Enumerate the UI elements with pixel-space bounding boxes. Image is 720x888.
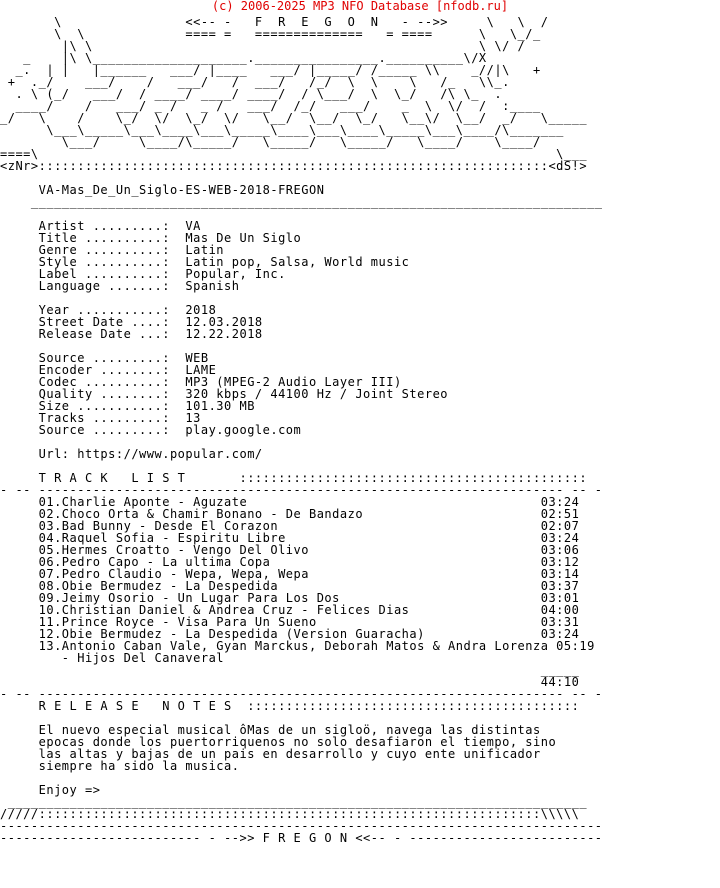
nfo-line: Title ..........: Mas De Un Siglo bbox=[0, 231, 302, 245]
nfo-line: las altas y bajas de un pais en desarrollo y cuyo ente unificador bbox=[0, 747, 541, 761]
nfo-line: 01.Charlie Aponte - Aguzate 03:24 bbox=[0, 495, 580, 509]
nfo-line: Release Date ...: 12.22.2018 bbox=[0, 327, 263, 341]
nfo-line: Size ...........: 101.30 MB bbox=[0, 399, 255, 413]
nfo-line: 02.Choco Orta & Chamir Bonano - De Bandazo 02:51 bbox=[0, 507, 580, 521]
nfo-line: - Hijos Del Canaveral bbox=[0, 651, 225, 665]
nfo-line: __________________________________________________________________________ bbox=[0, 195, 603, 209]
nfo-line: <zNr>::::::::::::::::::::::::::::::::::::::::::::::::::::::::::::::::::<dS!> bbox=[0, 159, 588, 173]
nfo-line: _/ \ / \_/ \/ \_/ \/ \__/ \__/ \_/ \__\/ \__/ _/ \_____ bbox=[0, 111, 588, 125]
nfo-line: T R A C K L I S T ::::::::::::::::::::::::::::::::::::::::::::: bbox=[0, 471, 588, 485]
nfo-line: _. | | |______ ___/ |____ ___/ |_____/ /_____ \\ _//|\ + bbox=[0, 63, 541, 77]
nfo-line: - -- -------------------------------------------------------------------- -- - bbox=[0, 483, 603, 497]
nfo-line: Url: https://www.popular.com/ bbox=[0, 447, 263, 461]
nfo-line: 44:10 bbox=[0, 675, 580, 689]
nfo-line: Genre ..........: Latin bbox=[0, 243, 225, 257]
nfo-line: Source .........: WEB bbox=[0, 351, 209, 365]
nfo-line: R E L E A S E N O T E S ::::::::::::::::::::::::::::::::::::::::::: bbox=[0, 699, 580, 713]
site-header: (c) 2006-2025 MP3 NFO Database [nfodb.ru] bbox=[211, 0, 509, 13]
nfo-line: Style ..........: Latin pop, Salsa, World music bbox=[0, 255, 410, 269]
nfo-line: 10.Christian Daniel & Andrea Cruz - Felices Dias 04:00 bbox=[0, 603, 580, 617]
nfo-line: \ \ ==== = ============== = ==== \ \_/_ bbox=[0, 27, 541, 41]
nfo-line: /////:::::::::::::::::::::::::::::::::::::::::::::::::::::::::::::::::\\\\\ bbox=[0, 807, 580, 821]
nfo-line: \___\_____\___\____\___\_____\____\___\____\_____\___\____/\_______ bbox=[0, 123, 564, 137]
nfo-line: 08.Obie Bermudez - La Despedida 03:37 bbox=[0, 579, 580, 593]
nfo-line: - -- -------------------------------------------------------------------- -- - bbox=[0, 687, 603, 701]
nfo-line: _____ bbox=[0, 663, 580, 677]
nfo-line: 13.Antonio Caban Vale, Gyan Marckus, Deborah Matos & Andra Lorenza 05:19 bbox=[0, 639, 595, 653]
nfo-line: 04.Raquel Sofia - Espiritu Libre 03:24 bbox=[0, 531, 580, 545]
nfo-line: ------------------------------------------------------------------------------ bbox=[0, 819, 603, 833]
nfo-line: \___/ \____/\_____/ \_____/ \_____/ \____/ \____/ bbox=[0, 135, 541, 149]
nfo-line: ____/ / ___/ _ / _ / ___/ /_/ ___/ _ \ \/ / :____ bbox=[0, 99, 541, 113]
nfo-line: Source .........: play.google.com bbox=[0, 423, 302, 437]
nfo-line: 11.Prince Royce - Visa Para Un Sueno 03:31 bbox=[0, 615, 580, 629]
nfo-line: Label ..........: Popular, Inc. bbox=[0, 267, 286, 281]
nfo-line: Tracks .........: 13 bbox=[0, 411, 201, 425]
nfo-line: 05.Hermes Croatto - Vengo Del Olivo 03:06 bbox=[0, 543, 580, 557]
nfo-line: Year ...........: 2018 bbox=[0, 303, 217, 317]
nfo-line: Street Date ....: 12.03.2018 bbox=[0, 315, 263, 329]
nfo-line: epocas donde los puertorriquenos no solo desafiaron el tiempo, sino bbox=[0, 735, 557, 749]
nfo-line: Enjoy => bbox=[0, 783, 101, 797]
nfo-text bbox=[0, 16, 603, 844]
nfo-line: VA-Mas_De_Un_Siglo-ES-WEB-2018-FREGON bbox=[0, 183, 325, 197]
nfo-line: 03.Bad Bunny - Desde El Corazon 02:07 bbox=[0, 519, 580, 533]
nfo-line: ====\ \___ bbox=[0, 147, 588, 161]
nfo-line: Artist .........: VA bbox=[0, 219, 201, 233]
nfo-line: 06.Pedro Capo - La ultima Copa 03:12 bbox=[0, 555, 580, 569]
nfo-line: ___________________________________________________________________________ bbox=[0, 795, 588, 809]
nfo-line: + ._/ ___/ / ___/ / ___/ /_/ \ \ \ /_ \\_. bbox=[0, 75, 510, 89]
nfo-line: 07.Pedro Claudio - Wepa, Wepa, Wepa 03:14 bbox=[0, 567, 580, 581]
nfo-line: Quality ........: 320 kbps / 44100 Hz / Joint Stereo bbox=[0, 387, 449, 401]
nfo-line: siempre ha sido la musica. bbox=[0, 759, 240, 773]
nfo-line: Encoder ........: LAME bbox=[0, 363, 217, 377]
nfo-line: 12.Obie Bermudez - La Despedida (Version Guaracha) 03:24 bbox=[0, 627, 580, 641]
nfo-line: |\ \ \ \/ / bbox=[0, 39, 526, 53]
nfo-line: El nuevo especial musical ôMas de un sigloö, navega las distintas bbox=[0, 723, 541, 737]
nfo-line: . \ (_/ ___/ / ____/ ____/ ____/ / \___/ \ \_/ /\ \_ . bbox=[0, 87, 503, 101]
nfo-line: \ <<-- - F R E G O N - -->> \ \ / bbox=[0, 15, 549, 29]
nfo-line: -------------------------- - -->> F R E G O N <<-- - ------------------------- bbox=[0, 831, 603, 845]
nfo-line: _ |\ \____________________.________________.__________\/X bbox=[0, 51, 487, 65]
nfo-line: Codec ..........: MP3 (MPEG-2 Audio Layer III) bbox=[0, 375, 402, 389]
nfo-line: Language .......: Spanish bbox=[0, 279, 240, 293]
nfo-line: 09.Jeimy Osorio - Un Lugar Para Los Dos 03:01 bbox=[0, 591, 580, 605]
